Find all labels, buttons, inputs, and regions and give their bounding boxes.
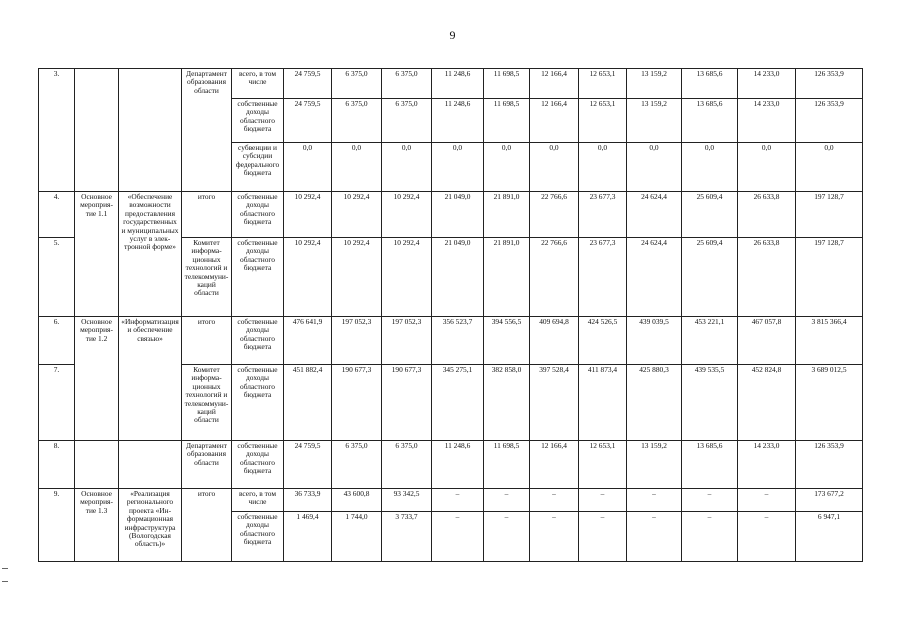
funding-source: собственные доходы областного бюджета <box>232 192 284 238</box>
value-cell: – <box>738 489 796 512</box>
value-cell: 394 556,5 <box>484 317 530 365</box>
value-cell: 11 248,6 <box>432 99 484 143</box>
value-cell: 12 166,4 <box>530 99 579 143</box>
value-cell: 451 882,4 <box>284 365 332 441</box>
total-cell: 173 677,2 <box>796 489 863 512</box>
value-cell: 6 375,0 <box>382 99 432 143</box>
value-cell: 22 766,6 <box>530 238 579 317</box>
measure-cell: Основное мероприятие 1.3 <box>75 489 119 562</box>
total-cell: 126 353,9 <box>796 99 863 143</box>
value-cell: 36 733,9 <box>284 489 332 512</box>
value-cell: 0,0 <box>382 143 432 192</box>
value-cell: 21 891,0 <box>484 192 530 238</box>
value-cell: 93 342,5 <box>382 489 432 512</box>
value-cell: – <box>432 512 484 562</box>
page-number: 9 <box>449 28 456 42</box>
executor-cell: Департамент образования области <box>182 441 232 489</box>
funding-source: собственные доходы областного бюджета <box>232 441 284 489</box>
value-cell: 197 052,3 <box>332 317 382 365</box>
row-number: 5. <box>39 238 75 317</box>
executor-cell: Департамент образования области <box>182 69 232 192</box>
value-cell: 356 523,7 <box>432 317 484 365</box>
value-cell: 25 609,4 <box>682 192 738 238</box>
value-cell: 197 052,3 <box>382 317 432 365</box>
value-cell: 397 528,4 <box>530 365 579 441</box>
value-cell: 21 049,0 <box>432 238 484 317</box>
value-cell: 11 698,5 <box>484 441 530 489</box>
value-cell: 0,0 <box>579 143 627 192</box>
row-number: 9. <box>39 489 75 562</box>
value-cell: 10 292,4 <box>382 238 432 317</box>
value-cell: 424 526,5 <box>579 317 627 365</box>
measure-name-cell <box>119 441 182 489</box>
total-cell: 0,0 <box>796 143 863 192</box>
value-cell: 10 292,4 <box>382 192 432 238</box>
funding-source: собственные доходы областного бюджета <box>232 365 284 441</box>
value-cell: – <box>579 512 627 562</box>
table-row <box>39 317 863 365</box>
measure-cell <box>75 69 119 192</box>
value-cell: 0,0 <box>484 143 530 192</box>
value-cell: 12 653,1 <box>579 99 627 143</box>
value-cell: 11 248,6 <box>432 441 484 489</box>
measure-cell: Основное мероприятие 1.2 <box>75 317 119 441</box>
value-cell: 452 824,8 <box>738 365 796 441</box>
value-cell: 13 685,6 <box>682 69 738 99</box>
value-cell: 411 873,4 <box>579 365 627 441</box>
scan-edge-mark <box>2 568 8 582</box>
total-cell: 197 128,7 <box>796 238 863 317</box>
table-row <box>39 489 863 512</box>
value-cell: – <box>627 512 682 562</box>
value-cell: 1 469,4 <box>284 512 332 562</box>
total-cell: 126 353,9 <box>796 441 863 489</box>
table-row <box>39 192 863 238</box>
value-cell: 10 292,4 <box>332 238 382 317</box>
value-cell: – <box>530 489 579 512</box>
value-cell: 25 609,4 <box>682 238 738 317</box>
executor-cell: итого <box>182 489 232 562</box>
value-cell: 0,0 <box>738 143 796 192</box>
value-cell: 6 375,0 <box>332 441 382 489</box>
value-cell: – <box>530 512 579 562</box>
row-number: 3. <box>39 69 75 192</box>
value-cell: 453 221,1 <box>682 317 738 365</box>
value-cell: 14 233,0 <box>738 441 796 489</box>
total-cell: 197 128,7 <box>796 192 863 238</box>
executor-cell: Комитет информационных технологий и телекоммуникаций области <box>182 365 232 441</box>
value-cell: 382 858,0 <box>484 365 530 441</box>
row-number: 7. <box>39 365 75 441</box>
value-cell: 24 759,5 <box>284 441 332 489</box>
value-cell: 13 685,6 <box>682 441 738 489</box>
value-cell: 43 600,8 <box>332 489 382 512</box>
budget-table <box>38 68 863 562</box>
value-cell: 12 166,4 <box>530 69 579 99</box>
total-cell: 6 947,1 <box>796 512 863 562</box>
table-row <box>39 441 863 489</box>
executor-cell: итого <box>182 317 232 365</box>
funding-source: собственные доходы областного бюджета <box>232 99 284 143</box>
value-cell: – <box>484 489 530 512</box>
value-cell: 6 375,0 <box>382 69 432 99</box>
value-cell: – <box>682 489 738 512</box>
funding-source: всего, в том числе <box>232 489 284 512</box>
funding-source: субвенции и субсидии федерального бюджета <box>232 143 284 192</box>
value-cell: – <box>682 512 738 562</box>
value-cell: 6 375,0 <box>382 441 432 489</box>
value-cell: 12 653,1 <box>579 69 627 99</box>
value-cell: 0,0 <box>530 143 579 192</box>
value-cell: 14 233,0 <box>738 99 796 143</box>
total-cell: 3 815 366,4 <box>796 317 863 365</box>
value-cell: 26 633,8 <box>738 192 796 238</box>
value-cell: 13 685,6 <box>682 99 738 143</box>
total-cell: 3 689 012,5 <box>796 365 863 441</box>
value-cell: 6 375,0 <box>332 99 382 143</box>
value-cell: 10 292,4 <box>284 192 332 238</box>
value-cell: 3 733,7 <box>382 512 432 562</box>
value-cell: 24 759,5 <box>284 99 332 143</box>
measure-cell <box>75 441 119 489</box>
value-cell: 11 248,6 <box>432 69 484 99</box>
value-cell: 6 375,0 <box>332 69 382 99</box>
value-cell: 21 891,0 <box>484 238 530 317</box>
row-number: 8. <box>39 441 75 489</box>
value-cell: – <box>627 489 682 512</box>
funding-source: собственные доходы областного бюджета <box>232 512 284 562</box>
value-cell: 22 766,6 <box>530 192 579 238</box>
measure-name-cell: «Реализация регионального проекта «Информационная инфраструктура (Вологодская область)» <box>119 489 182 562</box>
value-cell: 12 653,1 <box>579 441 627 489</box>
value-cell: 0,0 <box>627 143 682 192</box>
value-cell: 190 677,3 <box>332 365 382 441</box>
funding-source: собственные доходы областного бюджета <box>232 317 284 365</box>
funding-source: всего, в том числе <box>232 69 284 99</box>
value-cell: 10 292,4 <box>284 238 332 317</box>
table-row <box>39 69 863 99</box>
value-cell: – <box>579 489 627 512</box>
total-cell: 126 353,9 <box>796 69 863 99</box>
value-cell: 24 624,4 <box>627 192 682 238</box>
value-cell: 190 677,3 <box>382 365 432 441</box>
row-number: 6. <box>39 317 75 365</box>
value-cell: 11 698,5 <box>484 69 530 99</box>
value-cell: 13 159,2 <box>627 99 682 143</box>
value-cell: 439 535,5 <box>682 365 738 441</box>
value-cell: 0,0 <box>432 143 484 192</box>
value-cell: 0,0 <box>682 143 738 192</box>
value-cell: 11 698,5 <box>484 99 530 143</box>
measure-name-cell: «Обеспечение возможности предоставления государственных и муниципальных услуг в электронной форме» <box>119 192 182 317</box>
value-cell: 14 233,0 <box>738 69 796 99</box>
value-cell: 12 166,4 <box>530 441 579 489</box>
value-cell: 13 159,2 <box>627 69 682 99</box>
value-cell: 0,0 <box>332 143 382 192</box>
value-cell: 24 759,5 <box>284 69 332 99</box>
value-cell: 439 039,5 <box>627 317 682 365</box>
value-cell: 23 677,3 <box>579 238 627 317</box>
value-cell: 13 159,2 <box>627 441 682 489</box>
value-cell: 1 744,0 <box>332 512 382 562</box>
executor-cell: итого <box>182 192 232 238</box>
measure-name-cell: «Информатизация и обеспечение связью» <box>119 317 182 441</box>
value-cell: 409 694,8 <box>530 317 579 365</box>
value-cell: 467 057,8 <box>738 317 796 365</box>
row-number: 4. <box>39 192 75 238</box>
measure-name-cell <box>119 69 182 192</box>
value-cell: 476 641,9 <box>284 317 332 365</box>
value-cell: 26 633,8 <box>738 238 796 317</box>
value-cell: – <box>432 489 484 512</box>
value-cell: 10 292,4 <box>332 192 382 238</box>
executor-cell: Комитет информационных технологий и телекоммуникаций области <box>182 238 232 317</box>
funding-source: собственные доходы областного бюджета <box>232 238 284 317</box>
value-cell: 23 677,3 <box>579 192 627 238</box>
value-cell: 425 880,3 <box>627 365 682 441</box>
value-cell: 24 624,4 <box>627 238 682 317</box>
measure-cell: Основное мероприятие 1.1 <box>75 192 119 317</box>
value-cell: 0,0 <box>284 143 332 192</box>
value-cell: 345 275,1 <box>432 365 484 441</box>
value-cell: – <box>484 512 530 562</box>
value-cell: – <box>738 512 796 562</box>
value-cell: 21 049,0 <box>432 192 484 238</box>
